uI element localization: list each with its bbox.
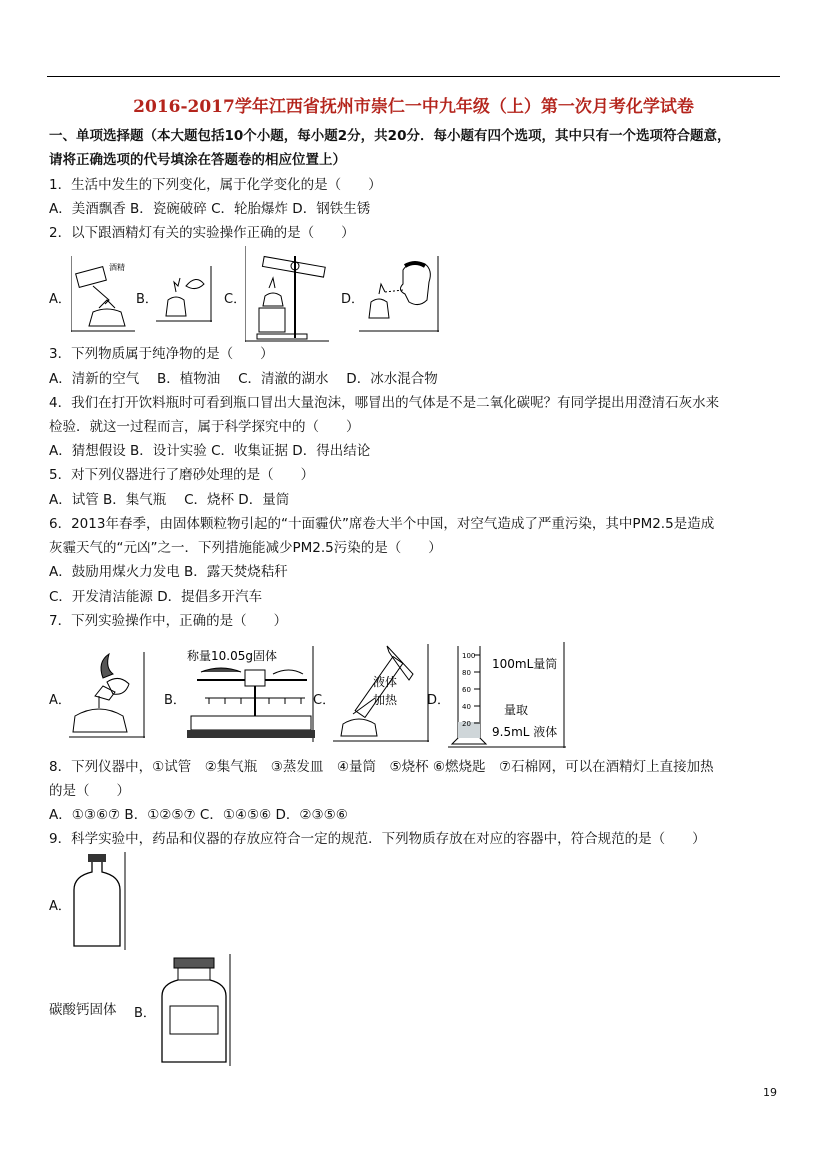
question-6-line-1: 6．2013年春季，由固体颗粒物引起的“十面霾伏”席卷大半个中国，对空气造成了严重污染，其中PM2.5是造成	[49, 516, 715, 532]
header-rule	[47, 76, 780, 77]
question-6-line-2: 灰霾天气的“元凶”之一．下列措施能减少PM2.5污染的是（ ）	[49, 540, 442, 556]
q9-option-b-prefix: 碳酸钙固体	[49, 1002, 117, 1018]
question-6-options-2: C．开发清洁能源 D．提倡多开汽车	[49, 589, 263, 605]
q2-option-a-label: A．	[49, 292, 71, 307]
q7c-liquid-text: 液体	[373, 675, 398, 689]
question-4-line-1: 4．我们在打开饮料瓶时可看到瓶口冒出大量泡沫，哪冒出的气体是不是二氧化碳呢？有同学提出用澄清石灰水来	[49, 395, 720, 411]
question-2: 2．以下跟酒精灯有关的实验操作正确的是（ ）	[49, 225, 355, 241]
q2-option-c-label: C．	[224, 292, 247, 307]
q7-option-b-label: B．	[164, 693, 186, 708]
q7-figure-d	[448, 642, 566, 748]
q2-option-b-label: B．	[136, 292, 158, 307]
cylinder-scale	[462, 652, 480, 728]
q7-figure-b	[185, 646, 315, 742]
q2-option-d-label: D．	[341, 292, 365, 307]
q7-figure-a	[69, 652, 145, 738]
question-6-options-1: A．鼓励用煤火力发电 B．露天焚烧秸秆	[49, 564, 288, 580]
question-1-options: A．美酒飘香 B．瓷碗破碎 C．轮胎爆炸 D．钢铁生锈	[49, 201, 371, 217]
question-4-line-2: 检验．就这一过程而言，属于科学探究中的（ ）	[49, 419, 360, 435]
question-9: 9．科学实验中，药品和仪器的存放应符合一定的规范．下列物质存放在对应的容器中，符合规范的是（ ）	[49, 831, 706, 847]
question-8-options: A．①③⑥⑦ B．①②⑤⑦ C．①④⑤⑥ D．②③⑤⑥	[49, 807, 348, 823]
question-3: 3．下列物质属于纯净物的是（ ）	[49, 346, 274, 362]
q9-figure-a-bottle	[70, 852, 126, 950]
cylinder-scale-label: 20	[462, 720, 471, 728]
q9-option-a-label: A．	[49, 899, 71, 914]
question-1: 1．生活中发生的下列变化，属于化学变化的是（ ）	[49, 177, 382, 193]
page-number: 19	[763, 1086, 777, 1099]
q9-option-b-label: B．	[134, 1006, 156, 1021]
q7-figure-c	[333, 644, 429, 742]
q2-figure-a	[71, 256, 135, 332]
question-5: 5．对下列仪器进行了磨砂处理的是（ ）	[49, 467, 315, 483]
q2-figure-b	[156, 266, 212, 322]
question-4-options: A．猜想假设 B．设计实验 C．收集证据 D．得出结论	[49, 443, 371, 459]
q7d-cylinder-label: 100mL量筒	[492, 657, 558, 671]
question-8-line-1: 8．下列仪器中，①试管 ②集气瓶 ③蒸发皿 ④量筒 ⑤烧杯 ⑥燃烧匙 ⑦石棉网，可以在酒精灯上直接加热	[49, 759, 714, 775]
q7-option-c-label: C．	[313, 693, 336, 708]
section-heading-2: 请将正确选项的代号填涂在答题卷的相应位置上）	[49, 152, 346, 168]
q7-option-a-label: A．	[49, 693, 71, 708]
q7c-heat-text: 加热	[373, 693, 398, 707]
q2a-alcohol-text: 酒精	[109, 263, 125, 272]
q7d-measure-text: 量取	[504, 703, 529, 717]
question-7: 7．下列实验操作中，正确的是（ ）	[49, 613, 288, 629]
page-title: 2016-2017学年江西省抚州市崇仁一中九年级（上）第一次月考化学试卷	[133, 97, 694, 117]
question-5-options: A．试管 B．集气瓶 C．烧杯 D．量筒	[49, 492, 290, 508]
q2-figure-c	[245, 246, 329, 342]
q7b-weigh-text: 称量10.05g固体	[187, 649, 277, 663]
q9-figure-b-jar	[158, 954, 232, 1066]
q7d-volume-text: 9.5mL 液体	[492, 725, 558, 739]
cylinder-scale-label: 100	[462, 652, 476, 660]
section-heading-1: 一、单项选择题（本大题包括10个小题，每小题2分，共20分．每小题有四个选项，其中只有一个选项符合题意，	[49, 128, 731, 144]
q2-figure-d	[359, 256, 439, 332]
cylinder-scale-label: 60	[462, 686, 471, 694]
question-3-options: A．清新的空气 B．植物油 C．清澈的湖水 D．冰水混合物	[49, 371, 438, 387]
cylinder-scale-label: 80	[462, 669, 471, 677]
q7-option-d-label: D．	[427, 693, 451, 708]
cylinder-scale-label: 40	[462, 703, 471, 711]
question-8-line-2: 的是（ ）	[49, 783, 130, 799]
